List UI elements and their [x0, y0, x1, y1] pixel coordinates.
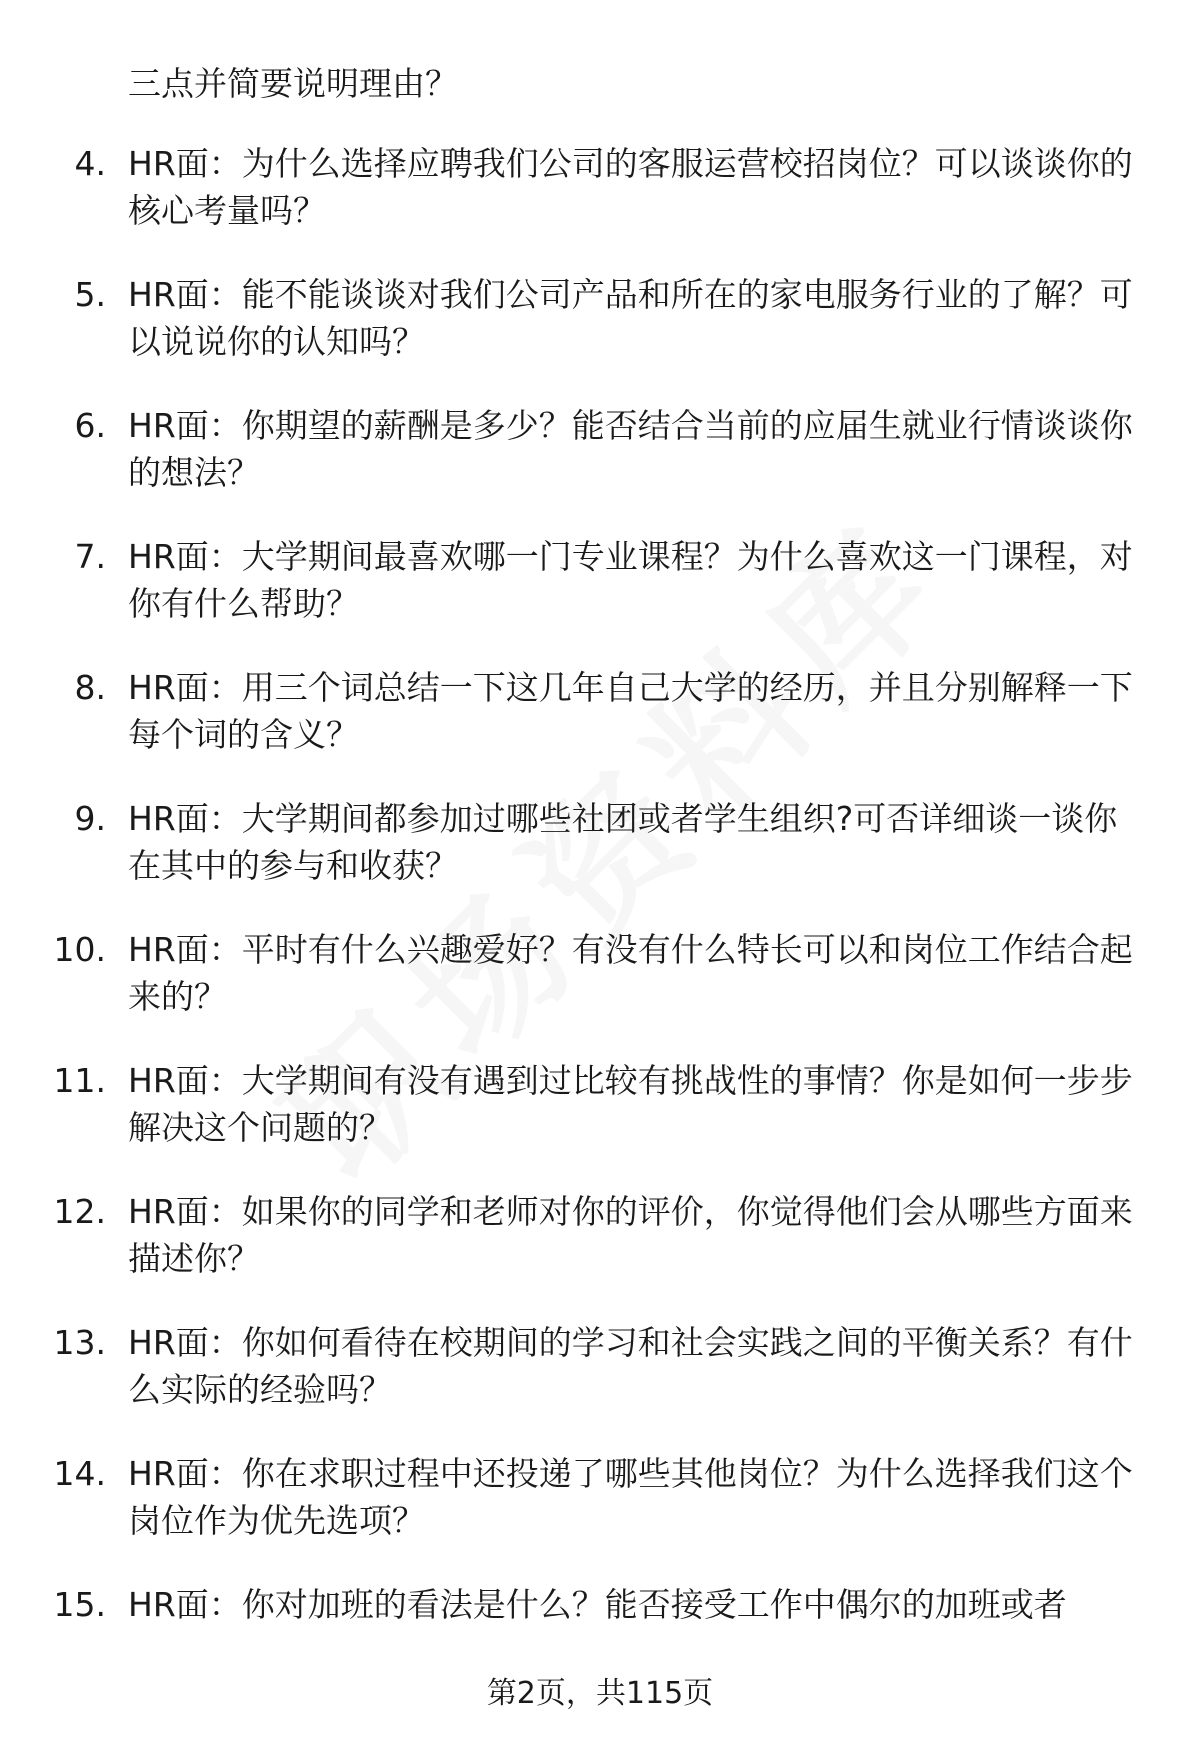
question-number: 15. [53, 1585, 106, 1624]
question-number: 14. [53, 1454, 106, 1493]
question-item [0, 664, 1200, 795]
question-text: HR面：你期望的薪酬是多少？能否结合当前的应届生就业行情谈谈你的想法？ [128, 406, 1133, 492]
continuation-text: 三点并简要说明理由？ [128, 64, 458, 103]
question-item [0, 926, 1200, 1057]
question-item [0, 140, 1200, 271]
question-item [0, 1057, 1200, 1188]
question-text: HR面：你如何看待在校期间的学习和社会实践之间的平衡关系？有什么实际的经验吗？ [128, 1323, 1133, 1409]
question-number: 11. [53, 1061, 106, 1100]
question-number: 6. [74, 406, 106, 445]
question-text: HR面：用三个词总结一下这几年自己大学的经历，并且分别解释一下每个词的含义？ [128, 668, 1133, 754]
question-number: 7. [74, 537, 106, 576]
question-text: HR面：平时有什么兴趣爱好？有没有什么特长可以和岗位工作结合起来的？ [128, 930, 1133, 1016]
question-number: 4. [74, 144, 106, 183]
question-item [0, 1188, 1200, 1319]
question-text: HR面：为什么选择应聘我们公司的客服运营校招岗位？可以谈谈你的核心考量吗？ [128, 144, 1133, 230]
question-number: 12. [53, 1192, 106, 1231]
question-number: 13. [53, 1323, 106, 1362]
question-item [0, 402, 1200, 533]
question-number: 10. [53, 930, 106, 969]
question-text: HR面：大学期间有没有遇到过比较有挑战性的事情？你是如何一步步解决这个问题的？ [128, 1061, 1133, 1147]
question-text: HR面：大学期间都参加过哪些社团或者学生组织?可否详细谈一谈你在其中的参与和收获？ [128, 799, 1118, 885]
question-item [0, 533, 1200, 664]
question-text: HR面：你对加班的看法是什么？能否接受工作中偶尔的加班或者 [128, 1585, 1067, 1624]
question-item [0, 271, 1200, 402]
page-footer: 第2页，共115页 [486, 1676, 714, 1711]
question-number: 8. [74, 668, 106, 707]
question-item [0, 1450, 1200, 1581]
question-text: HR面：如果你的同学和老师对你的评价，你觉得他们会从哪些方面来描述你？ [128, 1192, 1133, 1278]
question-number: 5. [74, 275, 106, 314]
question-list [0, 140, 1200, 1712]
question-text: HR面：大学期间最喜欢哪一门专业课程？为什么喜欢这一门课程，对你有什么帮助？ [128, 537, 1133, 623]
question-text: HR面：你在求职过程中还投递了哪些其他岗位？为什么选择我们这个岗位作为优先选项？ [128, 1454, 1133, 1540]
question-item [0, 795, 1200, 926]
question-text: HR面：能不能谈谈对我们公司产品和所在的家电服务行业的了解？可以说说你的认知吗？ [128, 275, 1133, 361]
question-number: 9. [74, 799, 106, 838]
question-item [0, 1319, 1200, 1450]
